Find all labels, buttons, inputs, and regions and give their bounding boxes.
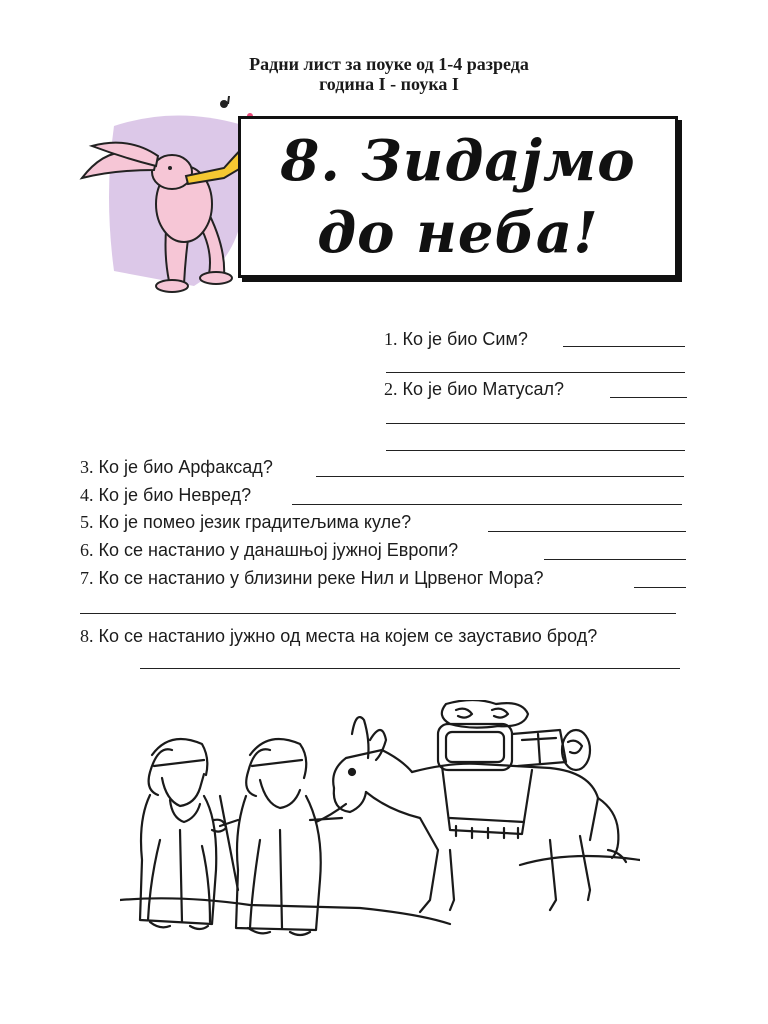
answer-line-3[interactable]: [316, 476, 684, 477]
answer-line-1a[interactable]: [563, 346, 685, 347]
question-2: 2. Ко је био Матусал?: [384, 379, 564, 399]
question-3: 3. Ко је био Арфаксад?: [80, 457, 273, 477]
title-line-2: до неба!: [317, 200, 599, 266]
answer-line-8[interactable]: [140, 668, 680, 669]
title-line-1: 8. Зидајмо: [280, 128, 636, 194]
answer-line-2b[interactable]: [386, 423, 685, 424]
question-8: 8. Ко се настанио јужно од места на којем се зауставио брод?: [80, 626, 598, 646]
question-5: 5. Ко је помео језик градитељима куле?: [80, 512, 412, 532]
answer-line-1b[interactable]: [386, 372, 685, 373]
answer-line-4[interactable]: [292, 504, 682, 505]
header-line-2: година I - поука I: [319, 74, 459, 94]
answer-line-6[interactable]: [544, 559, 686, 560]
question-4: 4. Ко је био Невред?: [80, 485, 252, 505]
title-box: [238, 116, 678, 278]
answer-line-2a[interactable]: [610, 397, 687, 398]
worksheet-header: [0, 54, 768, 94]
question-1: 1. Ко је био Сим?: [384, 329, 528, 349]
answer-line-7b[interactable]: [80, 613, 676, 614]
question-6: 6. Ко се настанио у данашњој јужној Европи?: [80, 540, 459, 560]
lesson-title: [241, 125, 675, 269]
header-line-1: Радни лист за поуке од 1-4 разреда: [249, 54, 529, 74]
question-7: 7. Ко се настанио у близини реке Нил и Црвеног Мора?: [80, 568, 544, 588]
answer-line-2c[interactable]: [386, 450, 685, 451]
answer-line-7a[interactable]: [634, 587, 686, 588]
answer-line-5[interactable]: [488, 531, 686, 532]
travellers-donkey-illustration: [120, 700, 640, 950]
